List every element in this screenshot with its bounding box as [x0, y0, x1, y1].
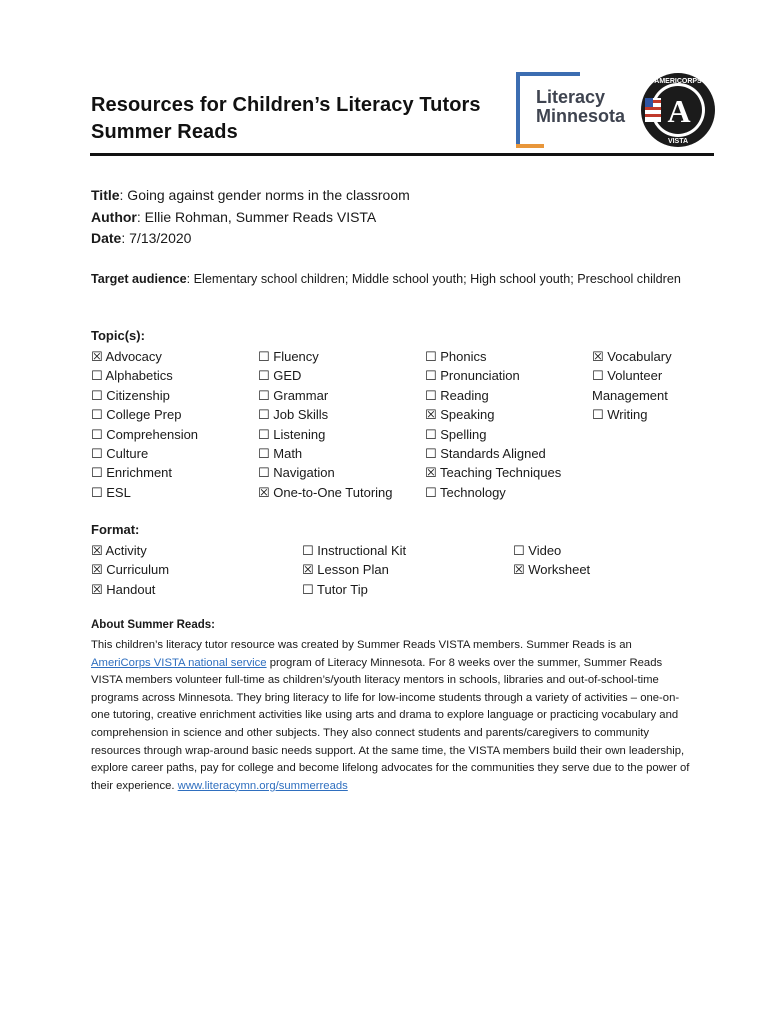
topic-item[interactable]: ☐ Navigation	[258, 465, 335, 481]
format-item[interactable]: ☐ Video	[513, 543, 562, 558]
topic-item[interactable]: ☐ Writing	[592, 407, 648, 423]
topics-col-2	[258, 347, 393, 502]
topic-item[interactable]: ☐ Volunteer	[592, 368, 663, 384]
format-item[interactable]: ☒ Lesson Plan	[302, 562, 389, 578]
topic-item[interactable]: ☐ Grammar	[258, 387, 329, 403]
topic-item[interactable]: ☐ Listening	[258, 426, 326, 442]
literacy-minnesota-logo	[516, 72, 636, 148]
header-divider	[90, 153, 714, 156]
topic-item[interactable]: ☐ Culture	[91, 446, 149, 462]
topics-col-3	[425, 347, 561, 502]
target-audience	[91, 269, 691, 289]
logo-text-line-1: Literacy	[536, 87, 606, 107]
topic-item[interactable]: ☐ Phonics	[425, 349, 487, 364]
topic-item[interactable]: ☐ ESL	[91, 484, 131, 500]
format-item[interactable]: ☒ Curriculum	[91, 562, 170, 578]
title-line-2: Summer Reads	[91, 121, 238, 143]
format-item[interactable]: ☒ Handout	[91, 581, 156, 597]
format-item[interactable]: ☒ Activity	[91, 543, 147, 558]
topic-item[interactable]: ☐ GED	[258, 368, 302, 384]
topic-item[interactable]: ☐ Reading	[425, 387, 489, 403]
topics-col-1	[91, 347, 198, 502]
summer-reads-link[interactable]: www.literacymn.org/summerreads	[177, 779, 348, 792]
page-title	[91, 92, 521, 146]
topic-item[interactable]: ☒ Teaching Techniques	[425, 465, 562, 481]
badge-letter: A	[667, 93, 691, 129]
date-value: : 7/13/2020	[121, 230, 192, 246]
author-value: : Ellie Rohman, Summer Reads VISTA	[136, 208, 377, 225]
logo-text-line-2: Minnesota	[536, 106, 626, 126]
date-label: Date	[91, 230, 122, 246]
topic-item[interactable]: ☐ Fluency	[258, 349, 319, 364]
author-label: Author	[91, 208, 137, 225]
topic-item[interactable]: ☐ Technology	[425, 484, 506, 500]
format-label: Format:	[91, 522, 140, 537]
topic-item[interactable]: ☐ Job Skills	[258, 407, 329, 423]
about-paragraph	[91, 637, 691, 795]
topics-col-4	[592, 347, 672, 425]
audience-value: : Elementary school children; Middle school youth; High school youth; Preschool children	[186, 272, 681, 286]
resource-meta	[91, 185, 410, 250]
topic-item[interactable]: ☐ Alphabetics	[91, 368, 173, 384]
title-line-1: Resources for Children’s Literacy Tutors	[91, 94, 481, 116]
audience-label: Target audience	[91, 272, 187, 286]
format-item[interactable]: ☒ Worksheet	[513, 562, 591, 578]
topic-item[interactable]: ☐ Math	[258, 446, 303, 462]
title-value: : Going against gender norms in the classroom	[119, 187, 410, 203]
topic-item[interactable]: ☐ Comprehension	[91, 426, 199, 442]
topic-item[interactable]: ☐ Standards Aligned	[425, 446, 546, 462]
title-label: Title	[91, 187, 120, 203]
topics-label: Topic(s):	[91, 328, 145, 343]
format-col-3	[513, 541, 590, 580]
topic-item[interactable]: ☒ One-to-One Tutoring	[258, 484, 393, 500]
format-col-1	[91, 541, 169, 599]
about-text-2: program of Literacy Minnesota. For 8 weeks over the summer, Summer Reads VISTA members volunteer full-time as children’s/youth literacy mentors in schools, libraries and out-of-school-time programs across Minnesota. They bring literacy to life for low-income students through a variety of activities – one-on-one tutoring, creative enrichment activities like using arts and drama to explore language or practicing vocabulary and comprehension in science and other subjects. They also connect students and parents/caregivers to community resources through wrap-around basic needs support. At the same time, the VISTA members build their own leadership, explore career paths, pay for college and become lifelong advocates for the communities they serve due to the power of their experience.	[91, 656, 690, 792]
topic-item[interactable]: ☒ Advocacy	[91, 349, 162, 364]
about-heading: About Summer Reads:	[91, 619, 215, 631]
format-item[interactable]: ☐ Instructional Kit	[302, 543, 407, 558]
topic-item[interactable]: ☐ College Prep	[91, 407, 182, 423]
topic-item[interactable]: ☐ Enrichment	[91, 465, 173, 481]
topic-item-continuation: Management	[592, 387, 668, 403]
topic-item[interactable]: ☒ Vocabulary	[592, 349, 672, 364]
topic-item[interactable]: ☒ Speaking	[425, 407, 495, 423]
about-text-1: This children’s literacy tutor resource was created by Summer Reads VISTA members. Summer Reads is an	[91, 639, 632, 651]
badge-top-text: AMERICORPS	[654, 78, 702, 85]
topic-item[interactable]: ☐ Citizenship	[91, 387, 170, 403]
americorps-link[interactable]: AmeriCorps VISTA national service	[91, 656, 267, 669]
americorps-vista-badge	[639, 70, 717, 150]
topic-item[interactable]: ☐ Spelling	[425, 426, 487, 442]
format-col-2	[302, 541, 406, 599]
topic-item[interactable]: ☐ Pronunciation	[425, 368, 520, 384]
format-item[interactable]: ☐ Tutor Tip	[302, 581, 368, 597]
badge-bottom-text: VISTA	[667, 138, 689, 145]
